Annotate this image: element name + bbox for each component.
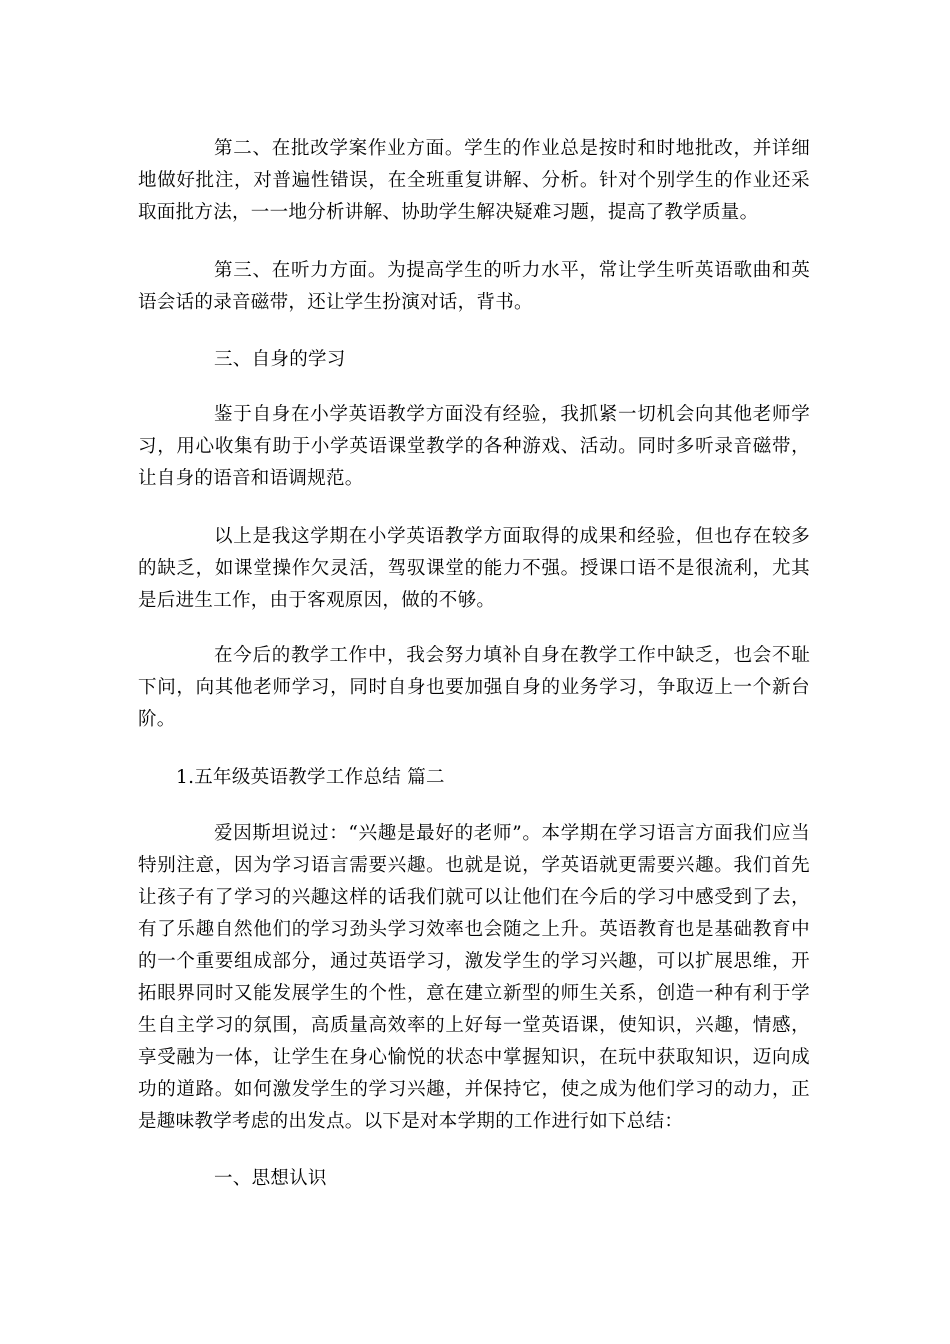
section-heading-thinking: 一、思想认识 xyxy=(214,1168,327,1189)
paragraph-interest: 爱因斯坦说过：“兴趣是最好的老师”。本学期在学习语言方面我们应当特别注意，因为学习语言需要兴趣。也就是说，学英语就更需要兴趣。我们首先让孩子有了学习的兴趣这样的话我们就可以让他们在今后的学习中感受到了去，有了乐趣自然他们的学习劲头学习效率也会随之上升。英语教育也是基础教育中的一个重要组成部分，通过英语学习，激发学生的学习兴趣，可以扩展思维，开拓眼界同时又能发展学生的个性，意在建立新型的师生关系，创造一种有利于学生自主学习的氛围，高质量高效率的上好每一堂英语课，使知识，兴趣，情感，享受融为一体，让学生在身心愉悦的状态中掌握知识，在玩中获取知识，迈向成功的道路。如何激发学生的学习兴趣，并保持它，使之成为他们学习的动力，正是趣味教学考虑的出发点。以下是对本学期的工作进行如下总结： xyxy=(138,823,810,1132)
paragraph-listening: 第三、在听力方面。为提高学生的听力水平，常让学生听英语歌曲和英语会话的录音磁带，还让学生扮演对话，背书。 xyxy=(138,260,810,313)
section-heading-self-study: 三、自身的学习 xyxy=(214,349,346,370)
paragraph-future-work: 在今后的教学工作中，我会努力填补自身在教学工作中缺乏，也会不耻下问，向其他老师学习，同时自身也要加强自身的业务学习，争取迈上一个新台阶。 xyxy=(138,645,810,730)
paragraph-achievements: 以上是我这学期在小学英语教学方面取得的成果和经验，但也存在较多的缺乏，如课堂操作欠灵活，驾驭课堂的能力不强。授课口语不是很流利，尤其是后进生工作，由于客观原因，做的不够。 xyxy=(138,526,810,611)
paragraph-self-study: 鉴于自身在小学英语教学方面没有经验，我抓紧一切机会向其他老师学习，用心收集有助于小学英语课堂教学的各种游戏、活动。同时多听录音磁带，让自身的语音和语调规范。 xyxy=(138,404,810,489)
article-title-part-two: 1.五年级英语教学工作总结 篇二 xyxy=(176,767,445,788)
paragraph-homework-correction: 第二、在批改学案作业方面。学生的作业总是按时和时地批改，并详细地做好批注，对普遍性错误，在全班重复讲解、分析。针对个别学生的作业还采取面批方法，一一地分析讲解、协助学生解决疑难习题，提高了教学质量。 xyxy=(138,138,810,223)
